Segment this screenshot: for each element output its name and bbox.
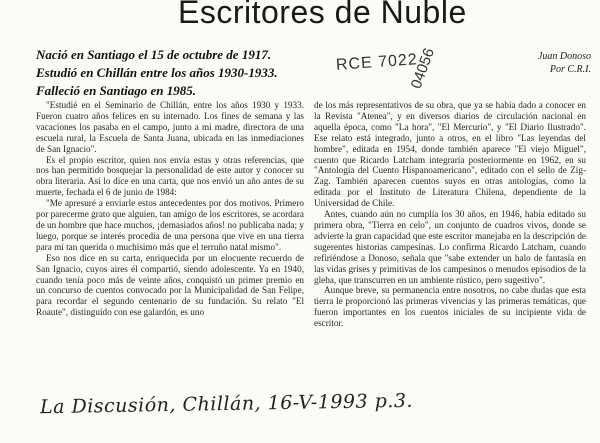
paragraph: Antes, cuando aún no cumplía los 30 años, en 1946, había editado su primera obra, "Tierra en celo", un conjunto de cuadros vivos, donde se advierte la gran capacidad que este escritor manejaba en la descripción de sugerentes historias campesinas. Lo confirma Ricardo Latcham, cuando refiriéndose a Donoso, señala que "sabe extender un halo de fantasía en las vidas grises y primitivas de los campesinos o menudos episodios de la gleba, que transcurren en un ambiente rústico, pero sugestivo". <box>314 209 586 285</box>
paragraph: "Me apresuré a enviarle estos antecedentes por dos motivos. Primero por parecerme grato que alguien, tan amigo de los escritores, se acordara de un hombre que hace muchos, ¡demasiados años! no publicaba nada; y luego, porque se interés procedía de una persona que vive en una tierra para mí tan querida o muchísimo más que el terruño natal mismo". <box>36 198 304 252</box>
catalog-number: 04056 <box>407 45 438 92</box>
intro-line: Falleció en Santiago en 1985. <box>36 83 196 98</box>
author-block <box>521 50 591 76</box>
intro-line: Estudió en Chillán entre los años 1930-1933. <box>36 65 278 80</box>
author-name: Juan Donoso <box>537 51 591 62</box>
paragraph: de los más representativos de su obra, que ya se había dado a conocer en la Revista "Atenea", y en diversos diarios de circulación nacional en aquella época, como "La hora", "El Mercurio", y "El Diario Ilustrado". Ese relato está integrado, junto a otros, en el libro "Las leyendas del hombre", editada en 1954, donde también aparece "El viejo Miguel", cuento que Ricardo Latcham integraría posteriormente en 1962, en su "Antología del Cuento Hispanoamericano", editado con el sello de Zig-Zag. También aparecen cuentos suyos en otras antologías, como la editada por el Instituto de Literatura Chilena, dependiente de la Universidad de Chile. <box>314 100 586 209</box>
paragraph: Es el propio escritor, quien nos envía estas y otras referencias, que nos han permitido bosquejar la personalidad de este autor y conocer su obra literaria. Así lo dice en una carta, que nos envió un año antes de su muerte, fechada el 6 de junio de 1984: <box>36 154 304 198</box>
catalog-code: RCE 7022 <box>335 51 419 74</box>
article-column-right <box>314 100 586 393</box>
intro-block <box>36 46 326 100</box>
paragraph: Aunque breve, su permanencia entre nosotros, no cabe dudas que esta tierra le proporcionó las primeras vivencias y las primeras temáticas, que fueron importantes en los cuentos iniciales de su incipiente vida de escritor. <box>314 285 586 329</box>
article-title: Escritores de Nuble <box>178 0 467 30</box>
intro-line: Nació en Santiago el 15 de octubre de 1917. <box>36 47 272 62</box>
author-byline: Por C.R.I. <box>549 64 591 75</box>
source-citation: La Discusión, Chillán, 16-V-1993 p.3. <box>39 389 414 419</box>
article-column-left <box>36 100 304 393</box>
paragraph: "Estudié en el Seminario de Chillán, entre los años 1930 y 1933. Fueron cuatro años felices en su internado. Los fines de semana y las vacaciones los pasaba en el campo, junto a mi madre, directora de una escuela rural, la Escuela de Santa Juana, ubicada en las inmediaciones de San Ignacio". <box>36 100 304 154</box>
paragraph: Eso nos dice en su carta, enriquecida por un elocuente recuerdo de San Ignacio, cuyos aires él compartió, siendo adolescente. Ya en 1940, cuando tenía poco más de veinte años, conquistó un primer premio en un concurso de cuentos convocado por la Municipalidad de San Felipe, para recordar el segundo centenario de su fundación. Su relato "El Roaute", distinguido con ese galardón, es uno <box>36 252 304 318</box>
